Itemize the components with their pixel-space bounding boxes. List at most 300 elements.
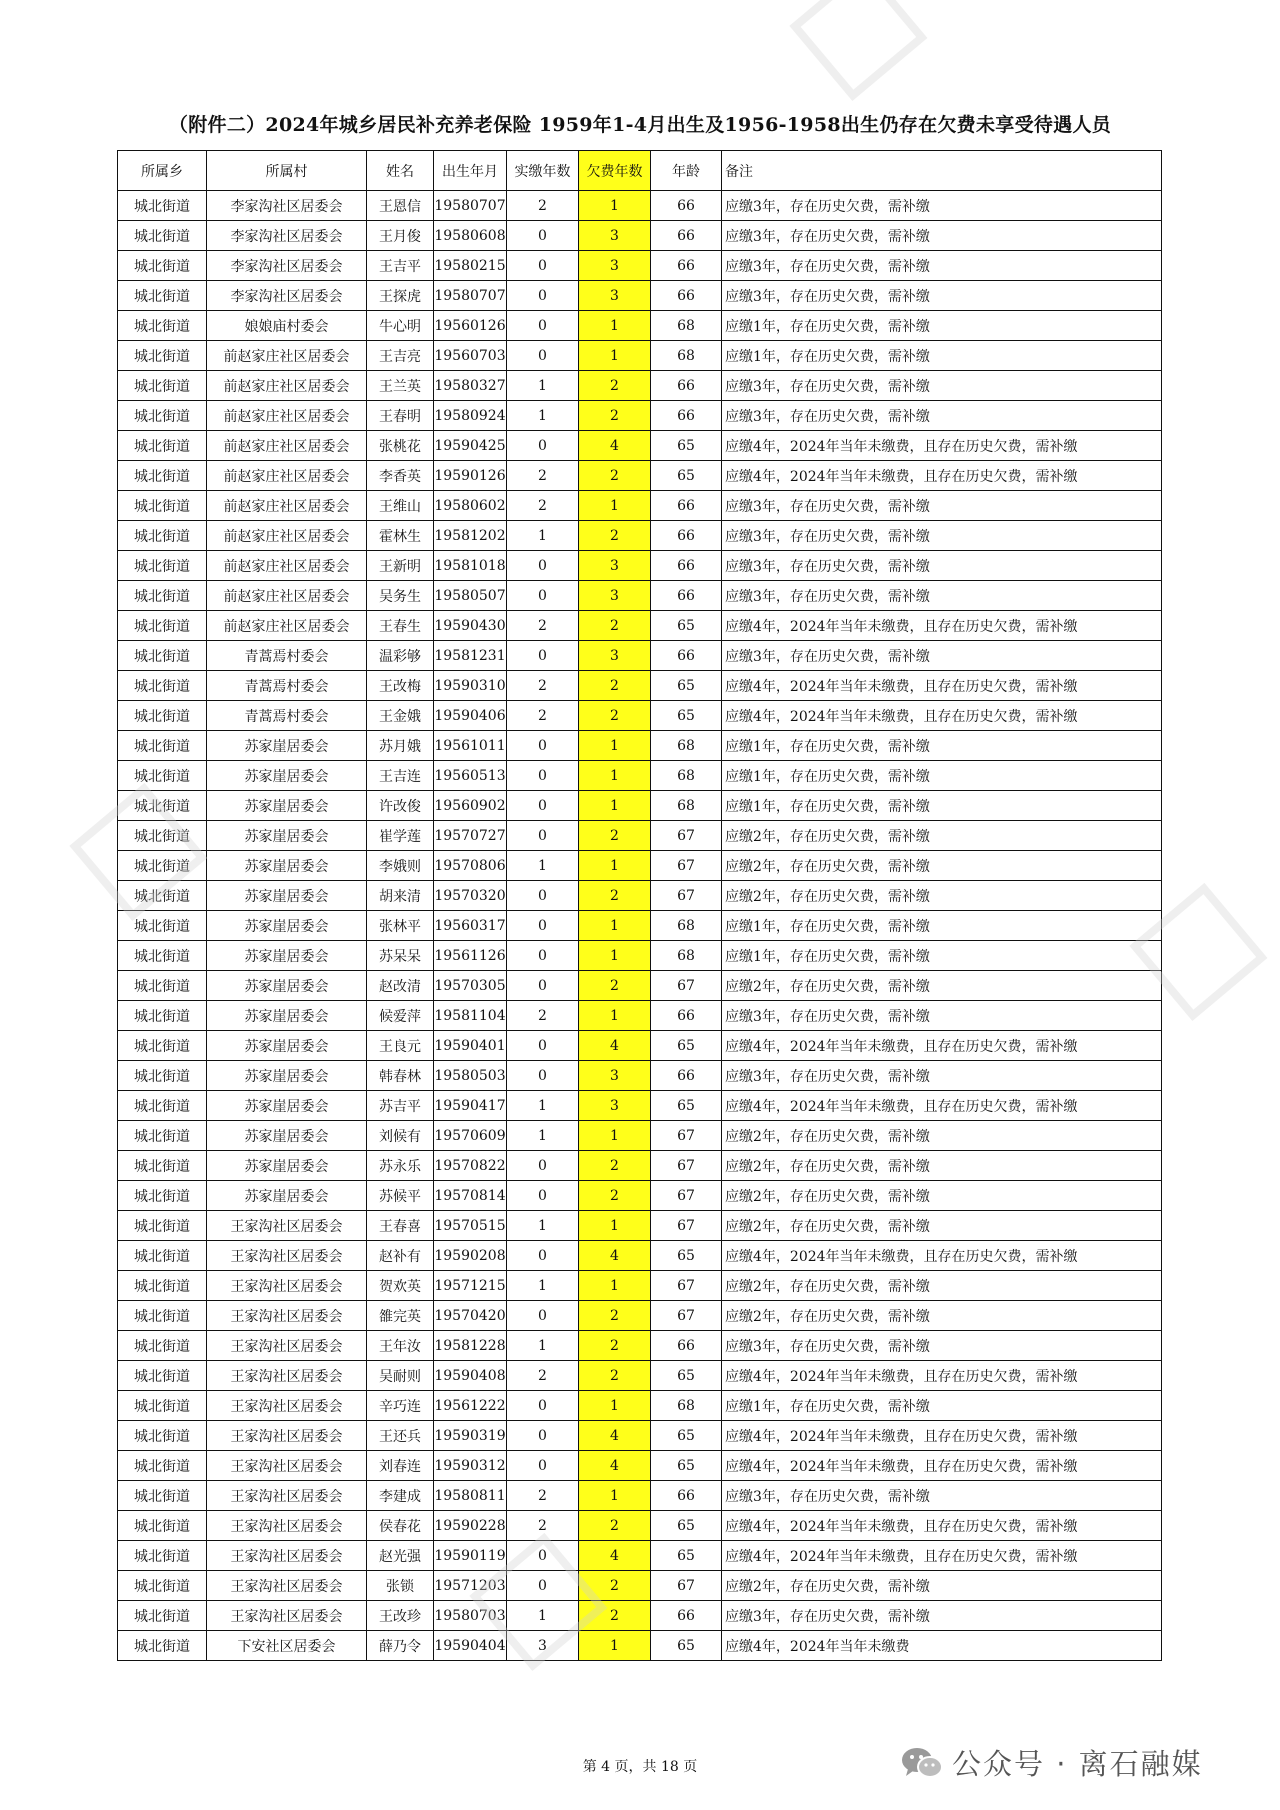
cell-age: 66 bbox=[651, 641, 722, 671]
cell-name: 王春生 bbox=[367, 611, 434, 641]
cell-name: 张锁 bbox=[367, 1571, 434, 1601]
cell-paid-years: 0 bbox=[507, 1181, 579, 1211]
table-row bbox=[118, 1391, 1162, 1421]
cell-name: 王改梅 bbox=[367, 671, 434, 701]
cell-age: 68 bbox=[651, 311, 722, 341]
cell-village: 青蒿焉村委会 bbox=[207, 701, 367, 731]
cell-township: 城北街道 bbox=[118, 971, 207, 1001]
cell-paid-years: 2 bbox=[507, 461, 579, 491]
cell-name: 王还兵 bbox=[367, 1421, 434, 1451]
cell-township: 城北街道 bbox=[118, 611, 207, 641]
cell-arrears-years: 2 bbox=[579, 1331, 651, 1361]
cell-village: 王家沟社区居委会 bbox=[207, 1211, 367, 1241]
cell-remark: 应缴3年，存在历史欠费，需补缴 bbox=[722, 1061, 1162, 1091]
cell-village: 前赵家庄社区居委会 bbox=[207, 341, 367, 371]
cell-township: 城北街道 bbox=[118, 1481, 207, 1511]
cell-village: 前赵家庄社区居委会 bbox=[207, 521, 367, 551]
cell-birth: 19590228 bbox=[434, 1511, 507, 1541]
table-row bbox=[118, 521, 1162, 551]
cell-age: 66 bbox=[651, 521, 722, 551]
cell-township: 城北街道 bbox=[118, 1391, 207, 1421]
cell-paid-years: 0 bbox=[507, 731, 579, 761]
cell-remark: 应缴3年，存在历史欠费，需补缴 bbox=[722, 281, 1162, 311]
cell-township: 城北街道 bbox=[118, 371, 207, 401]
cell-birth: 19581018 bbox=[434, 551, 507, 581]
cell-township: 城北街道 bbox=[118, 941, 207, 971]
cell-township: 城北街道 bbox=[118, 1451, 207, 1481]
col-header-age: 年龄 bbox=[651, 151, 722, 191]
cell-arrears-years: 1 bbox=[579, 941, 651, 971]
table-row bbox=[118, 1151, 1162, 1181]
cell-age: 66 bbox=[651, 1331, 722, 1361]
cell-township: 城北街道 bbox=[118, 1031, 207, 1061]
cell-arrears-years: 2 bbox=[579, 701, 651, 731]
cell-name: 赵光强 bbox=[367, 1541, 434, 1571]
cell-paid-years: 1 bbox=[507, 1211, 579, 1241]
cell-paid-years: 0 bbox=[507, 551, 579, 581]
cell-paid-years: 0 bbox=[507, 641, 579, 671]
cell-village: 青蒿焉村委会 bbox=[207, 641, 367, 671]
cell-township: 城北街道 bbox=[118, 881, 207, 911]
cell-village: 王家沟社区居委会 bbox=[207, 1331, 367, 1361]
cell-age: 66 bbox=[651, 1601, 722, 1631]
cell-arrears-years: 4 bbox=[579, 431, 651, 461]
cell-name: 刘候有 bbox=[367, 1121, 434, 1151]
cell-village: 王家沟社区居委会 bbox=[207, 1271, 367, 1301]
cell-birth: 19590430 bbox=[434, 611, 507, 641]
cell-arrears-years: 1 bbox=[579, 761, 651, 791]
cell-birth: 19580811 bbox=[434, 1481, 507, 1511]
cell-birth: 19561222 bbox=[434, 1391, 507, 1421]
cell-name: 薛乃令 bbox=[367, 1631, 434, 1661]
cell-name: 刘春连 bbox=[367, 1451, 434, 1481]
cell-name: 韩春林 bbox=[367, 1061, 434, 1091]
cell-arrears-years: 2 bbox=[579, 881, 651, 911]
table-row bbox=[118, 611, 1162, 641]
col-header-paid-years: 实缴年数 bbox=[507, 151, 579, 191]
cell-name: 赵改清 bbox=[367, 971, 434, 1001]
table-row bbox=[118, 1631, 1162, 1661]
cell-name: 王良元 bbox=[367, 1031, 434, 1061]
cell-arrears-years: 1 bbox=[579, 851, 651, 881]
cell-arrears-years: 1 bbox=[579, 731, 651, 761]
cell-birth: 19561011 bbox=[434, 731, 507, 761]
cell-remark: 应缴2年，存在历史欠费，需补缴 bbox=[722, 1571, 1162, 1601]
cell-remark: 应缴1年，存在历史欠费，需补缴 bbox=[722, 341, 1162, 371]
cell-age: 67 bbox=[651, 1121, 722, 1151]
cell-name: 苏候平 bbox=[367, 1181, 434, 1211]
cell-name: 侯春花 bbox=[367, 1511, 434, 1541]
cell-township: 城北街道 bbox=[118, 911, 207, 941]
cell-paid-years: 1 bbox=[507, 1601, 579, 1631]
cell-township: 城北街道 bbox=[118, 671, 207, 701]
cell-name: 张桃花 bbox=[367, 431, 434, 461]
cell-arrears-years: 4 bbox=[579, 1421, 651, 1451]
cell-remark: 应缴3年，存在历史欠费，需补缴 bbox=[722, 1601, 1162, 1631]
cell-remark: 应缴2年，存在历史欠费，需补缴 bbox=[722, 1301, 1162, 1331]
cell-paid-years: 0 bbox=[507, 1541, 579, 1571]
table-row bbox=[118, 191, 1162, 221]
table-row bbox=[118, 731, 1162, 761]
cell-name: 温彩够 bbox=[367, 641, 434, 671]
cell-birth: 19560126 bbox=[434, 311, 507, 341]
cell-remark: 应缴4年，2024年当年未缴费，且存在历史欠费，需补缴 bbox=[722, 431, 1162, 461]
cell-remark: 应缴1年，存在历史欠费，需补缴 bbox=[722, 911, 1162, 941]
table-row bbox=[118, 281, 1162, 311]
cell-arrears-years: 3 bbox=[579, 1091, 651, 1121]
cell-township: 城北街道 bbox=[118, 1151, 207, 1181]
table-row bbox=[118, 941, 1162, 971]
cell-name: 苏永乐 bbox=[367, 1151, 434, 1181]
cell-remark: 应缴2年，存在历史欠费，需补缴 bbox=[722, 821, 1162, 851]
cell-paid-years: 1 bbox=[507, 1091, 579, 1121]
table-row bbox=[118, 1061, 1162, 1091]
cell-age: 65 bbox=[651, 1541, 722, 1571]
cell-village: 苏家崖居委会 bbox=[207, 1001, 367, 1031]
cell-arrears-years: 3 bbox=[579, 221, 651, 251]
cell-birth: 19580707 bbox=[434, 281, 507, 311]
cell-arrears-years: 1 bbox=[579, 1481, 651, 1511]
cell-village: 苏家崖居委会 bbox=[207, 1151, 367, 1181]
cell-age: 68 bbox=[651, 941, 722, 971]
cell-township: 城北街道 bbox=[118, 251, 207, 281]
cell-paid-years: 0 bbox=[507, 1391, 579, 1421]
table-row bbox=[118, 1121, 1162, 1151]
cell-arrears-years: 1 bbox=[579, 311, 651, 341]
cell-township: 城北街道 bbox=[118, 731, 207, 761]
cell-arrears-years: 2 bbox=[579, 521, 651, 551]
cell-remark: 应缴4年，2024年当年未缴费 bbox=[722, 1631, 1162, 1661]
cell-age: 65 bbox=[651, 1091, 722, 1121]
table-row bbox=[118, 251, 1162, 281]
cell-village: 前赵家庄社区居委会 bbox=[207, 401, 367, 431]
cell-name: 苏呆呆 bbox=[367, 941, 434, 971]
cell-birth: 19581228 bbox=[434, 1331, 507, 1361]
cell-name: 李建成 bbox=[367, 1481, 434, 1511]
cell-age: 65 bbox=[651, 701, 722, 731]
cell-age: 66 bbox=[651, 371, 722, 401]
cell-birth: 19560513 bbox=[434, 761, 507, 791]
cell-age: 67 bbox=[651, 821, 722, 851]
cell-township: 城北街道 bbox=[118, 1571, 207, 1601]
cell-age: 66 bbox=[651, 251, 722, 281]
cell-village: 李家沟社区居委会 bbox=[207, 221, 367, 251]
cell-village: 苏家崖居委会 bbox=[207, 1091, 367, 1121]
cell-name: 李娥则 bbox=[367, 851, 434, 881]
cell-remark: 应缴3年，存在历史欠费，需补缴 bbox=[722, 191, 1162, 221]
cell-arrears-years: 3 bbox=[579, 641, 651, 671]
table-row bbox=[118, 701, 1162, 731]
cell-birth: 19590417 bbox=[434, 1091, 507, 1121]
cell-birth: 19570814 bbox=[434, 1181, 507, 1211]
cell-paid-years: 0 bbox=[507, 1241, 579, 1271]
cell-arrears-years: 1 bbox=[579, 911, 651, 941]
cell-township: 城北街道 bbox=[118, 1181, 207, 1211]
cell-name: 苏吉平 bbox=[367, 1091, 434, 1121]
cell-village: 王家沟社区居委会 bbox=[207, 1481, 367, 1511]
cell-birth: 19580608 bbox=[434, 221, 507, 251]
cell-birth: 19570515 bbox=[434, 1211, 507, 1241]
cell-village: 下安社区居委会 bbox=[207, 1631, 367, 1661]
cell-township: 城北街道 bbox=[118, 1511, 207, 1541]
cell-age: 65 bbox=[651, 1421, 722, 1451]
cell-paid-years: 1 bbox=[507, 401, 579, 431]
cell-age: 65 bbox=[651, 1241, 722, 1271]
table-row bbox=[118, 1091, 1162, 1121]
cell-paid-years: 0 bbox=[507, 1451, 579, 1481]
cell-village: 王家沟社区居委会 bbox=[207, 1421, 367, 1451]
cell-age: 66 bbox=[651, 221, 722, 251]
cell-paid-years: 2 bbox=[507, 701, 579, 731]
table-row bbox=[118, 1271, 1162, 1301]
cell-village: 苏家崖居委会 bbox=[207, 1181, 367, 1211]
cell-age: 68 bbox=[651, 761, 722, 791]
cell-village: 前赵家庄社区居委会 bbox=[207, 431, 367, 461]
cell-age: 68 bbox=[651, 1391, 722, 1421]
cell-name: 吴耐则 bbox=[367, 1361, 434, 1391]
page-title: （附件二）2024年城乡居民补充养老保险 1959年1-4月出生及1956-1958出生仍存在欠费未享受待遇人员 bbox=[168, 114, 1112, 136]
table-row bbox=[118, 221, 1162, 251]
cell-name: 王维山 bbox=[367, 491, 434, 521]
cell-remark: 应缴1年，存在历史欠费，需补缴 bbox=[722, 791, 1162, 821]
cell-township: 城北街道 bbox=[118, 791, 207, 821]
cell-birth: 19580703 bbox=[434, 1601, 507, 1631]
cell-age: 65 bbox=[651, 1631, 722, 1661]
cell-name: 王兰英 bbox=[367, 371, 434, 401]
cell-arrears-years: 3 bbox=[579, 551, 651, 581]
cell-name: 王春喜 bbox=[367, 1211, 434, 1241]
cell-arrears-years: 1 bbox=[579, 1271, 651, 1301]
arrears-table bbox=[117, 150, 1162, 1661]
cell-name: 张林平 bbox=[367, 911, 434, 941]
cell-birth: 19590312 bbox=[434, 1451, 507, 1481]
cell-arrears-years: 1 bbox=[579, 1631, 651, 1661]
cell-arrears-years: 2 bbox=[579, 1601, 651, 1631]
cell-paid-years: 0 bbox=[507, 431, 579, 461]
cell-village: 王家沟社区居委会 bbox=[207, 1601, 367, 1631]
cell-township: 城北街道 bbox=[118, 1001, 207, 1031]
cell-arrears-years: 1 bbox=[579, 491, 651, 521]
cell-arrears-years: 2 bbox=[579, 461, 651, 491]
cell-township: 城北街道 bbox=[118, 341, 207, 371]
cell-name: 赵补有 bbox=[367, 1241, 434, 1271]
cell-remark: 应缴2年，存在历史欠费，需补缴 bbox=[722, 1121, 1162, 1151]
cell-age: 67 bbox=[651, 1211, 722, 1241]
cell-paid-years: 0 bbox=[507, 251, 579, 281]
cell-age: 68 bbox=[651, 731, 722, 761]
cell-name: 辛巧连 bbox=[367, 1391, 434, 1421]
table-row bbox=[118, 371, 1162, 401]
table-row bbox=[118, 1331, 1162, 1361]
cell-paid-years: 0 bbox=[507, 311, 579, 341]
cell-birth: 19570420 bbox=[434, 1301, 507, 1331]
cell-remark: 应缴1年，存在历史欠费，需补缴 bbox=[722, 941, 1162, 971]
cell-arrears-years: 4 bbox=[579, 1541, 651, 1571]
cell-remark: 应缴2年，存在历史欠费，需补缴 bbox=[722, 881, 1162, 911]
cell-township: 城北街道 bbox=[118, 401, 207, 431]
table-row bbox=[118, 1211, 1162, 1241]
cell-arrears-years: 3 bbox=[579, 281, 651, 311]
cell-name: 王金娥 bbox=[367, 701, 434, 731]
cell-paid-years: 0 bbox=[507, 791, 579, 821]
cell-paid-years: 2 bbox=[507, 1481, 579, 1511]
cell-name: 吴务生 bbox=[367, 581, 434, 611]
table-row bbox=[118, 761, 1162, 791]
cell-age: 67 bbox=[651, 1271, 722, 1301]
cell-paid-years: 1 bbox=[507, 1331, 579, 1361]
cell-birth: 19590425 bbox=[434, 431, 507, 461]
table-row bbox=[118, 1511, 1162, 1541]
cell-age: 65 bbox=[651, 1511, 722, 1541]
cell-paid-years: 1 bbox=[507, 1271, 579, 1301]
col-header-name: 姓名 bbox=[367, 151, 434, 191]
cell-village: 王家沟社区居委会 bbox=[207, 1241, 367, 1271]
cell-arrears-years: 4 bbox=[579, 1451, 651, 1481]
cell-village: 前赵家庄社区居委会 bbox=[207, 491, 367, 521]
col-header-arrears-years: 欠费年数 bbox=[579, 151, 651, 191]
cell-arrears-years: 1 bbox=[579, 191, 651, 221]
cell-township: 城北街道 bbox=[118, 191, 207, 221]
table-row bbox=[118, 911, 1162, 941]
cell-birth: 19590126 bbox=[434, 461, 507, 491]
cell-remark: 应缴1年，存在历史欠费，需补缴 bbox=[722, 761, 1162, 791]
cell-remark: 应缴3年，存在历史欠费，需补缴 bbox=[722, 641, 1162, 671]
cell-age: 65 bbox=[651, 1361, 722, 1391]
cell-birth: 19581231 bbox=[434, 641, 507, 671]
cell-age: 66 bbox=[651, 191, 722, 221]
cell-birth: 19590208 bbox=[434, 1241, 507, 1271]
cell-arrears-years: 2 bbox=[579, 371, 651, 401]
cell-paid-years: 0 bbox=[507, 1301, 579, 1331]
cell-paid-years: 0 bbox=[507, 911, 579, 941]
cell-township: 城北街道 bbox=[118, 701, 207, 731]
cell-township: 城北街道 bbox=[118, 851, 207, 881]
cell-remark: 应缴3年，存在历史欠费，需补缴 bbox=[722, 551, 1162, 581]
cell-township: 城北街道 bbox=[118, 1361, 207, 1391]
cell-remark: 应缴3年，存在历史欠费，需补缴 bbox=[722, 251, 1162, 281]
cell-paid-years: 1 bbox=[507, 521, 579, 551]
cell-township: 城北街道 bbox=[118, 581, 207, 611]
cell-village: 苏家崖居委会 bbox=[207, 881, 367, 911]
cell-birth: 19590406 bbox=[434, 701, 507, 731]
cell-age: 67 bbox=[651, 1301, 722, 1331]
cell-arrears-years: 2 bbox=[579, 1301, 651, 1331]
cell-arrears-years: 2 bbox=[579, 1151, 651, 1181]
table-row bbox=[118, 341, 1162, 371]
table-row bbox=[118, 641, 1162, 671]
cell-arrears-years: 2 bbox=[579, 401, 651, 431]
cell-age: 65 bbox=[651, 431, 722, 461]
cell-paid-years: 0 bbox=[507, 1151, 579, 1181]
cell-birth: 19570822 bbox=[434, 1151, 507, 1181]
cell-arrears-years: 1 bbox=[579, 791, 651, 821]
cell-name: 候爱萍 bbox=[367, 1001, 434, 1031]
cell-remark: 应缴3年，存在历史欠费，需补缴 bbox=[722, 371, 1162, 401]
table-row bbox=[118, 1031, 1162, 1061]
cell-paid-years: 0 bbox=[507, 581, 579, 611]
table-row bbox=[118, 401, 1162, 431]
table-row bbox=[118, 1601, 1162, 1631]
cell-township: 城北街道 bbox=[118, 521, 207, 551]
cell-birth: 19590310 bbox=[434, 671, 507, 701]
cell-name: 王吉平 bbox=[367, 251, 434, 281]
cell-township: 城北街道 bbox=[118, 1241, 207, 1271]
cell-remark: 应缴2年，存在历史欠费，需补缴 bbox=[722, 1211, 1162, 1241]
table-row bbox=[118, 671, 1162, 701]
cell-village: 王家沟社区居委会 bbox=[207, 1361, 367, 1391]
cell-village: 前赵家庄社区居委会 bbox=[207, 581, 367, 611]
table-row bbox=[118, 431, 1162, 461]
cell-birth: 19570320 bbox=[434, 881, 507, 911]
cell-village: 苏家崖居委会 bbox=[207, 971, 367, 1001]
cell-name: 王探虎 bbox=[367, 281, 434, 311]
cell-birth: 19590401 bbox=[434, 1031, 507, 1061]
cell-age: 65 bbox=[651, 461, 722, 491]
table-row bbox=[118, 581, 1162, 611]
cell-township: 城北街道 bbox=[118, 1601, 207, 1631]
cell-township: 城北街道 bbox=[118, 1631, 207, 1661]
cell-birth: 19590319 bbox=[434, 1421, 507, 1451]
cell-remark: 应缴3年，存在历史欠费，需补缴 bbox=[722, 581, 1162, 611]
table-row bbox=[118, 971, 1162, 1001]
cell-village: 苏家崖居委会 bbox=[207, 761, 367, 791]
cell-birth: 19581104 bbox=[434, 1001, 507, 1031]
cell-birth: 19570609 bbox=[434, 1121, 507, 1151]
cell-remark: 应缴3年，存在历史欠费，需补缴 bbox=[722, 401, 1162, 431]
cell-remark: 应缴4年，2024年当年未缴费，且存在历史欠费，需补缴 bbox=[722, 671, 1162, 701]
cell-birth: 19580215 bbox=[434, 251, 507, 281]
cell-remark: 应缴4年，2024年当年未缴费，且存在历史欠费，需补缴 bbox=[722, 461, 1162, 491]
cell-township: 城北街道 bbox=[118, 1061, 207, 1091]
cell-remark: 应缴2年，存在历史欠费，需补缴 bbox=[722, 971, 1162, 1001]
cell-birth: 19570806 bbox=[434, 851, 507, 881]
cell-village: 王家沟社区居委会 bbox=[207, 1571, 367, 1601]
cell-arrears-years: 2 bbox=[579, 1361, 651, 1391]
cell-village: 前赵家庄社区居委会 bbox=[207, 371, 367, 401]
cell-paid-years: 0 bbox=[507, 221, 579, 251]
cell-remark: 应缴4年，2024年当年未缴费，且存在历史欠费，需补缴 bbox=[722, 611, 1162, 641]
cell-paid-years: 1 bbox=[507, 371, 579, 401]
cell-township: 城北街道 bbox=[118, 1271, 207, 1301]
cell-remark: 应缴3年，存在历史欠费，需补缴 bbox=[722, 1331, 1162, 1361]
cell-age: 66 bbox=[651, 491, 722, 521]
cell-birth: 19571215 bbox=[434, 1271, 507, 1301]
cell-age: 68 bbox=[651, 791, 722, 821]
cell-paid-years: 2 bbox=[507, 491, 579, 521]
cell-birth: 19561126 bbox=[434, 941, 507, 971]
cell-village: 苏家崖居委会 bbox=[207, 1061, 367, 1091]
cell-village: 王家沟社区居委会 bbox=[207, 1301, 367, 1331]
cell-township: 城北街道 bbox=[118, 641, 207, 671]
cell-remark: 应缴3年，存在历史欠费，需补缴 bbox=[722, 491, 1162, 521]
table-row bbox=[118, 551, 1162, 581]
cell-village: 王家沟社区居委会 bbox=[207, 1391, 367, 1421]
cell-village: 李家沟社区居委会 bbox=[207, 281, 367, 311]
cell-arrears-years: 2 bbox=[579, 1181, 651, 1211]
cell-arrears-years: 3 bbox=[579, 581, 651, 611]
cell-remark: 应缴4年，2024年当年未缴费，且存在历史欠费，需补缴 bbox=[722, 1091, 1162, 1121]
cell-arrears-years: 2 bbox=[579, 611, 651, 641]
wechat-icon bbox=[900, 1745, 944, 1781]
cell-arrears-years: 2 bbox=[579, 971, 651, 1001]
col-header-birth: 出生年月 bbox=[434, 151, 507, 191]
cell-village: 前赵家庄社区居委会 bbox=[207, 551, 367, 581]
cell-village: 娘娘庙村委会 bbox=[207, 311, 367, 341]
cell-township: 城北街道 bbox=[118, 761, 207, 791]
cell-birth: 19590119 bbox=[434, 1541, 507, 1571]
cell-township: 城北街道 bbox=[118, 551, 207, 581]
cell-remark: 应缴4年，2024年当年未缴费，且存在历史欠费，需补缴 bbox=[722, 1361, 1162, 1391]
